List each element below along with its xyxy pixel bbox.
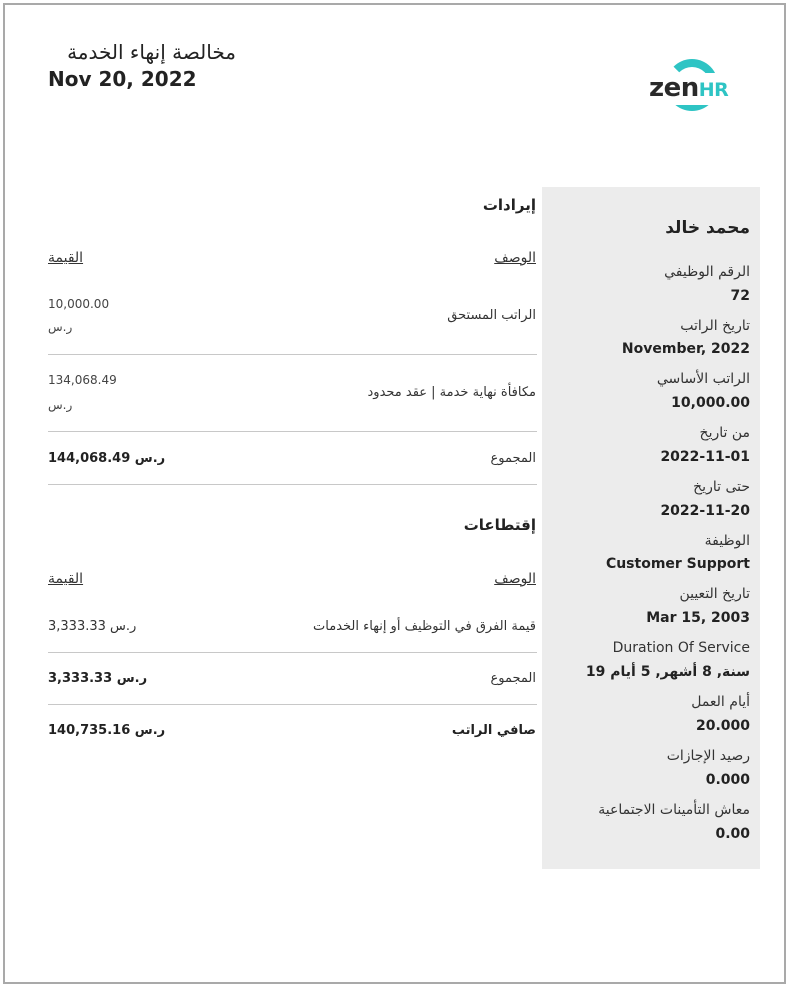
- working-days-value: 20.000: [695, 718, 750, 734]
- net-salary-label: صافي الراتب: [451, 723, 536, 738]
- earnings-item-currency: ر.س: [48, 320, 73, 334]
- hire-date-value: Mar 15, 2003: [646, 610, 750, 626]
- divider: [48, 431, 537, 432]
- basic-salary-value: 10,000.00: [671, 395, 750, 411]
- earnings-total-value: 144,068.49 ر.س: [48, 451, 166, 466]
- basic-salary-label: الراتب الأساسي: [656, 371, 750, 387]
- job-title-value: Customer Support: [605, 556, 750, 572]
- from-date-value: 2022-11-01: [660, 449, 750, 465]
- deductions-title: إقتطاعات: [463, 516, 536, 534]
- earnings-total-label: المجموع: [490, 451, 536, 466]
- deductions-item-amount: 3,333.33 ر.س: [48, 619, 137, 634]
- earnings-description-header: الوصف: [494, 250, 536, 266]
- deductions-total-value: 3,333.33 ر.س: [48, 671, 148, 686]
- document-title: مخالصة إنهاء الخدمة: [67, 40, 236, 64]
- to-date-label: حتى تاريخ: [693, 479, 750, 495]
- divider: [48, 652, 537, 653]
- deductions-description-header: الوصف: [494, 571, 536, 587]
- logo-wordmark: zenHR: [649, 73, 729, 103]
- net-salary-value: 140,735.16 ر.س: [48, 723, 166, 738]
- deductions-value-header: القيمة: [48, 571, 84, 587]
- from-date-label: من تاريخ: [699, 425, 750, 441]
- deductions-item-description: قيمة الفرق في التوظيف أو إنهاء الخدمات: [313, 619, 536, 634]
- social-insurance-label: معاش التأمينات الاجتماعية: [598, 802, 750, 818]
- divider: [48, 704, 537, 705]
- employee-info-panel: [542, 187, 760, 869]
- document-date: Nov 20, 2022: [48, 67, 197, 91]
- earnings-value-header: القيمة: [48, 250, 84, 266]
- leave-balance-label: رصيد الإجازات: [666, 748, 750, 764]
- divider: [48, 354, 537, 355]
- hire-date-label: تاريخ التعيين: [679, 586, 750, 602]
- earnings-item-description: مكافأة نهاية خدمة | عقد محدود: [367, 385, 536, 400]
- employee-id-value: 72: [730, 288, 750, 304]
- divider: [48, 484, 537, 485]
- working-days-label: أيام العمل: [691, 694, 750, 710]
- employee-id-label: الرقم الوظيفي: [664, 264, 750, 280]
- earnings-item-description: الراتب المستحق: [447, 308, 536, 323]
- earnings-item-amount: 134,068.49: [48, 373, 117, 387]
- earnings-item-amount: 10,000.00: [48, 297, 110, 311]
- salary-date-label: تاريخ الراتب: [680, 318, 750, 334]
- earnings-item-currency: ر.س: [48, 398, 73, 412]
- social-insurance-value: 0.00: [715, 826, 750, 842]
- employee-name: محمد خالد: [665, 218, 750, 238]
- duration-value: 19 سنة, 8 أشهر, 5 أيام: [585, 664, 750, 680]
- duration-label: Duration Of Service: [612, 640, 750, 656]
- deductions-total-label: المجموع: [490, 671, 536, 686]
- job-title-label: الوظيفة: [704, 533, 750, 549]
- leave-balance-value: 0.000: [705, 772, 750, 788]
- zenhr-logo: [649, 56, 749, 128]
- earnings-title: إيرادات: [482, 196, 536, 214]
- salary-date-value: November, 2022: [621, 341, 750, 357]
- to-date-value: 2022-11-20: [660, 503, 750, 519]
